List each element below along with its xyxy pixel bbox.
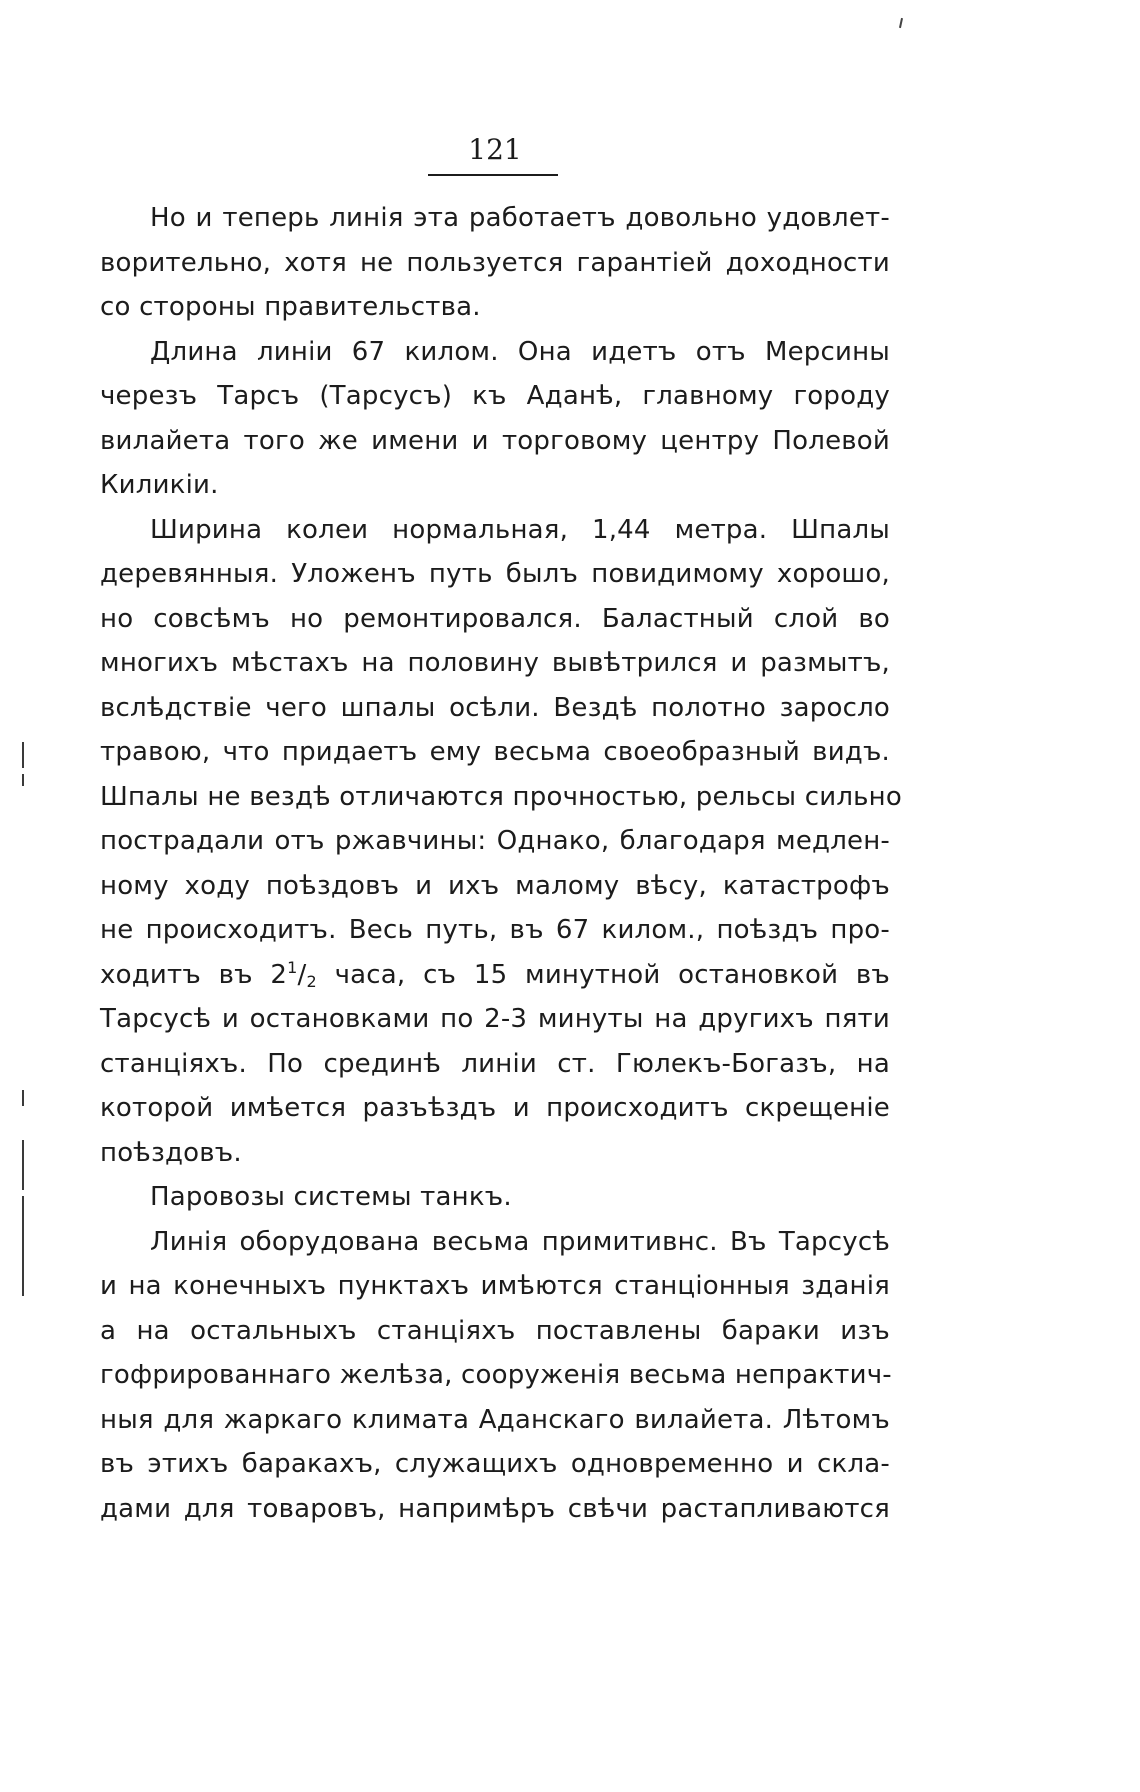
text-line: которой имѣется разъѣздъ и происходитъ скрещеніе: [100, 1093, 890, 1123]
text-line: Длина линіи 67 килом. Она идетъ отъ Мерсины: [150, 336, 890, 367]
text-line: многихъ мѣстахъ на половину вывѣтрился и размытъ,: [100, 648, 890, 678]
fraction-denominator: 2: [306, 971, 317, 991]
text-line: ному ходу поѣздовъ и ихъ малому вѣсу, катастрофъ: [100, 870, 890, 901]
margin-mark: [22, 774, 24, 786]
text-line: Шпалы не вездѣ отличаются прочностью, рельсы сильно: [100, 781, 902, 812]
text-line: гофрированнаго желѣза, сооруженія весьма непрактич-: [100, 1360, 892, 1390]
text-line: ныя для жаркаго климата Аданскаго вилайета. Лѣтомъ: [100, 1404, 890, 1435]
text-line: Линія оборудована весьма примитивнс. Въ Тарсусѣ: [150, 1226, 890, 1257]
fraction-numerator: 1: [287, 957, 298, 977]
margin-mark: [22, 742, 24, 768]
text-line: Но и теперь линія эта работаетъ довольно удовлет-: [150, 203, 890, 233]
text-line: черезъ Тарсъ (Тарсусъ) къ Аданѣ, главному городу: [100, 381, 890, 411]
text-line: со стороны правительства.: [100, 292, 481, 322]
fraction-line-start: ходитъ въ 2: [100, 959, 288, 990]
page-number: 121: [468, 133, 522, 166]
text-line: но совсѣмъ но ремонтировался. Баластный слой во: [100, 603, 890, 634]
page-number-rule: [428, 174, 558, 176]
text-line: не происходитъ. Весь путь, въ 67 килом., поѣздъ про-: [100, 915, 890, 945]
margin-mark: [22, 1140, 24, 1190]
text-line: Паровозы системы танкъ.: [150, 1182, 512, 1212]
text-line: травою, что придаетъ ему весьма своеобразный видъ.: [100, 737, 890, 767]
fraction-slash: /: [297, 959, 307, 990]
text-line-with-fraction: [100, 953, 890, 998]
text-line: а на остальныхъ станціяхъ поставлены бараки изъ: [100, 1315, 890, 1346]
text-line: пострадали отъ ржавчины: Однако, благодаря медлен-: [100, 826, 890, 856]
text-line: поѣздовъ.: [100, 1137, 242, 1168]
text-line: станціяхъ. По срединѣ линіи ст. Гюлекъ-Богазъ, на: [100, 1048, 890, 1079]
text-line: Тарсусѣ и остановками по 2-3 минуты на другихъ пяти: [100, 1004, 890, 1034]
fraction-line-end: часа, съ 15 минутной остановкой въ: [316, 959, 890, 990]
body-text: [100, 196, 902, 1531]
text-line: Ширина колеи нормальная, 1,44 метра. Шпалы: [150, 514, 890, 545]
text-line: дами для товаровъ, напримѣръ свѣчи растапливаются: [100, 1493, 890, 1524]
scan-artifact-mark: [899, 18, 903, 28]
text-line: въ этихъ баракахъ, служащихъ одновременно и скла-: [100, 1449, 890, 1479]
text-line: ворительно, хотя не пользуется гарантіей доходности: [100, 247, 890, 278]
text-line: деревянныя. Уложенъ путь былъ повидимому хорошо,: [100, 559, 890, 589]
text-line: и на конечныхъ пунктахъ имѣются станціонныя зданія: [100, 1271, 890, 1301]
margin-mark: [22, 1196, 24, 1296]
text-line: вилайета того же имени и торговому центру Полевой: [100, 425, 890, 456]
margin-mark: [22, 1090, 24, 1106]
text-line: Киликіи.: [100, 470, 219, 500]
text-line: вслѣдствіе чего шпалы осѣли. Вездѣ полотно заросло: [100, 692, 890, 723]
